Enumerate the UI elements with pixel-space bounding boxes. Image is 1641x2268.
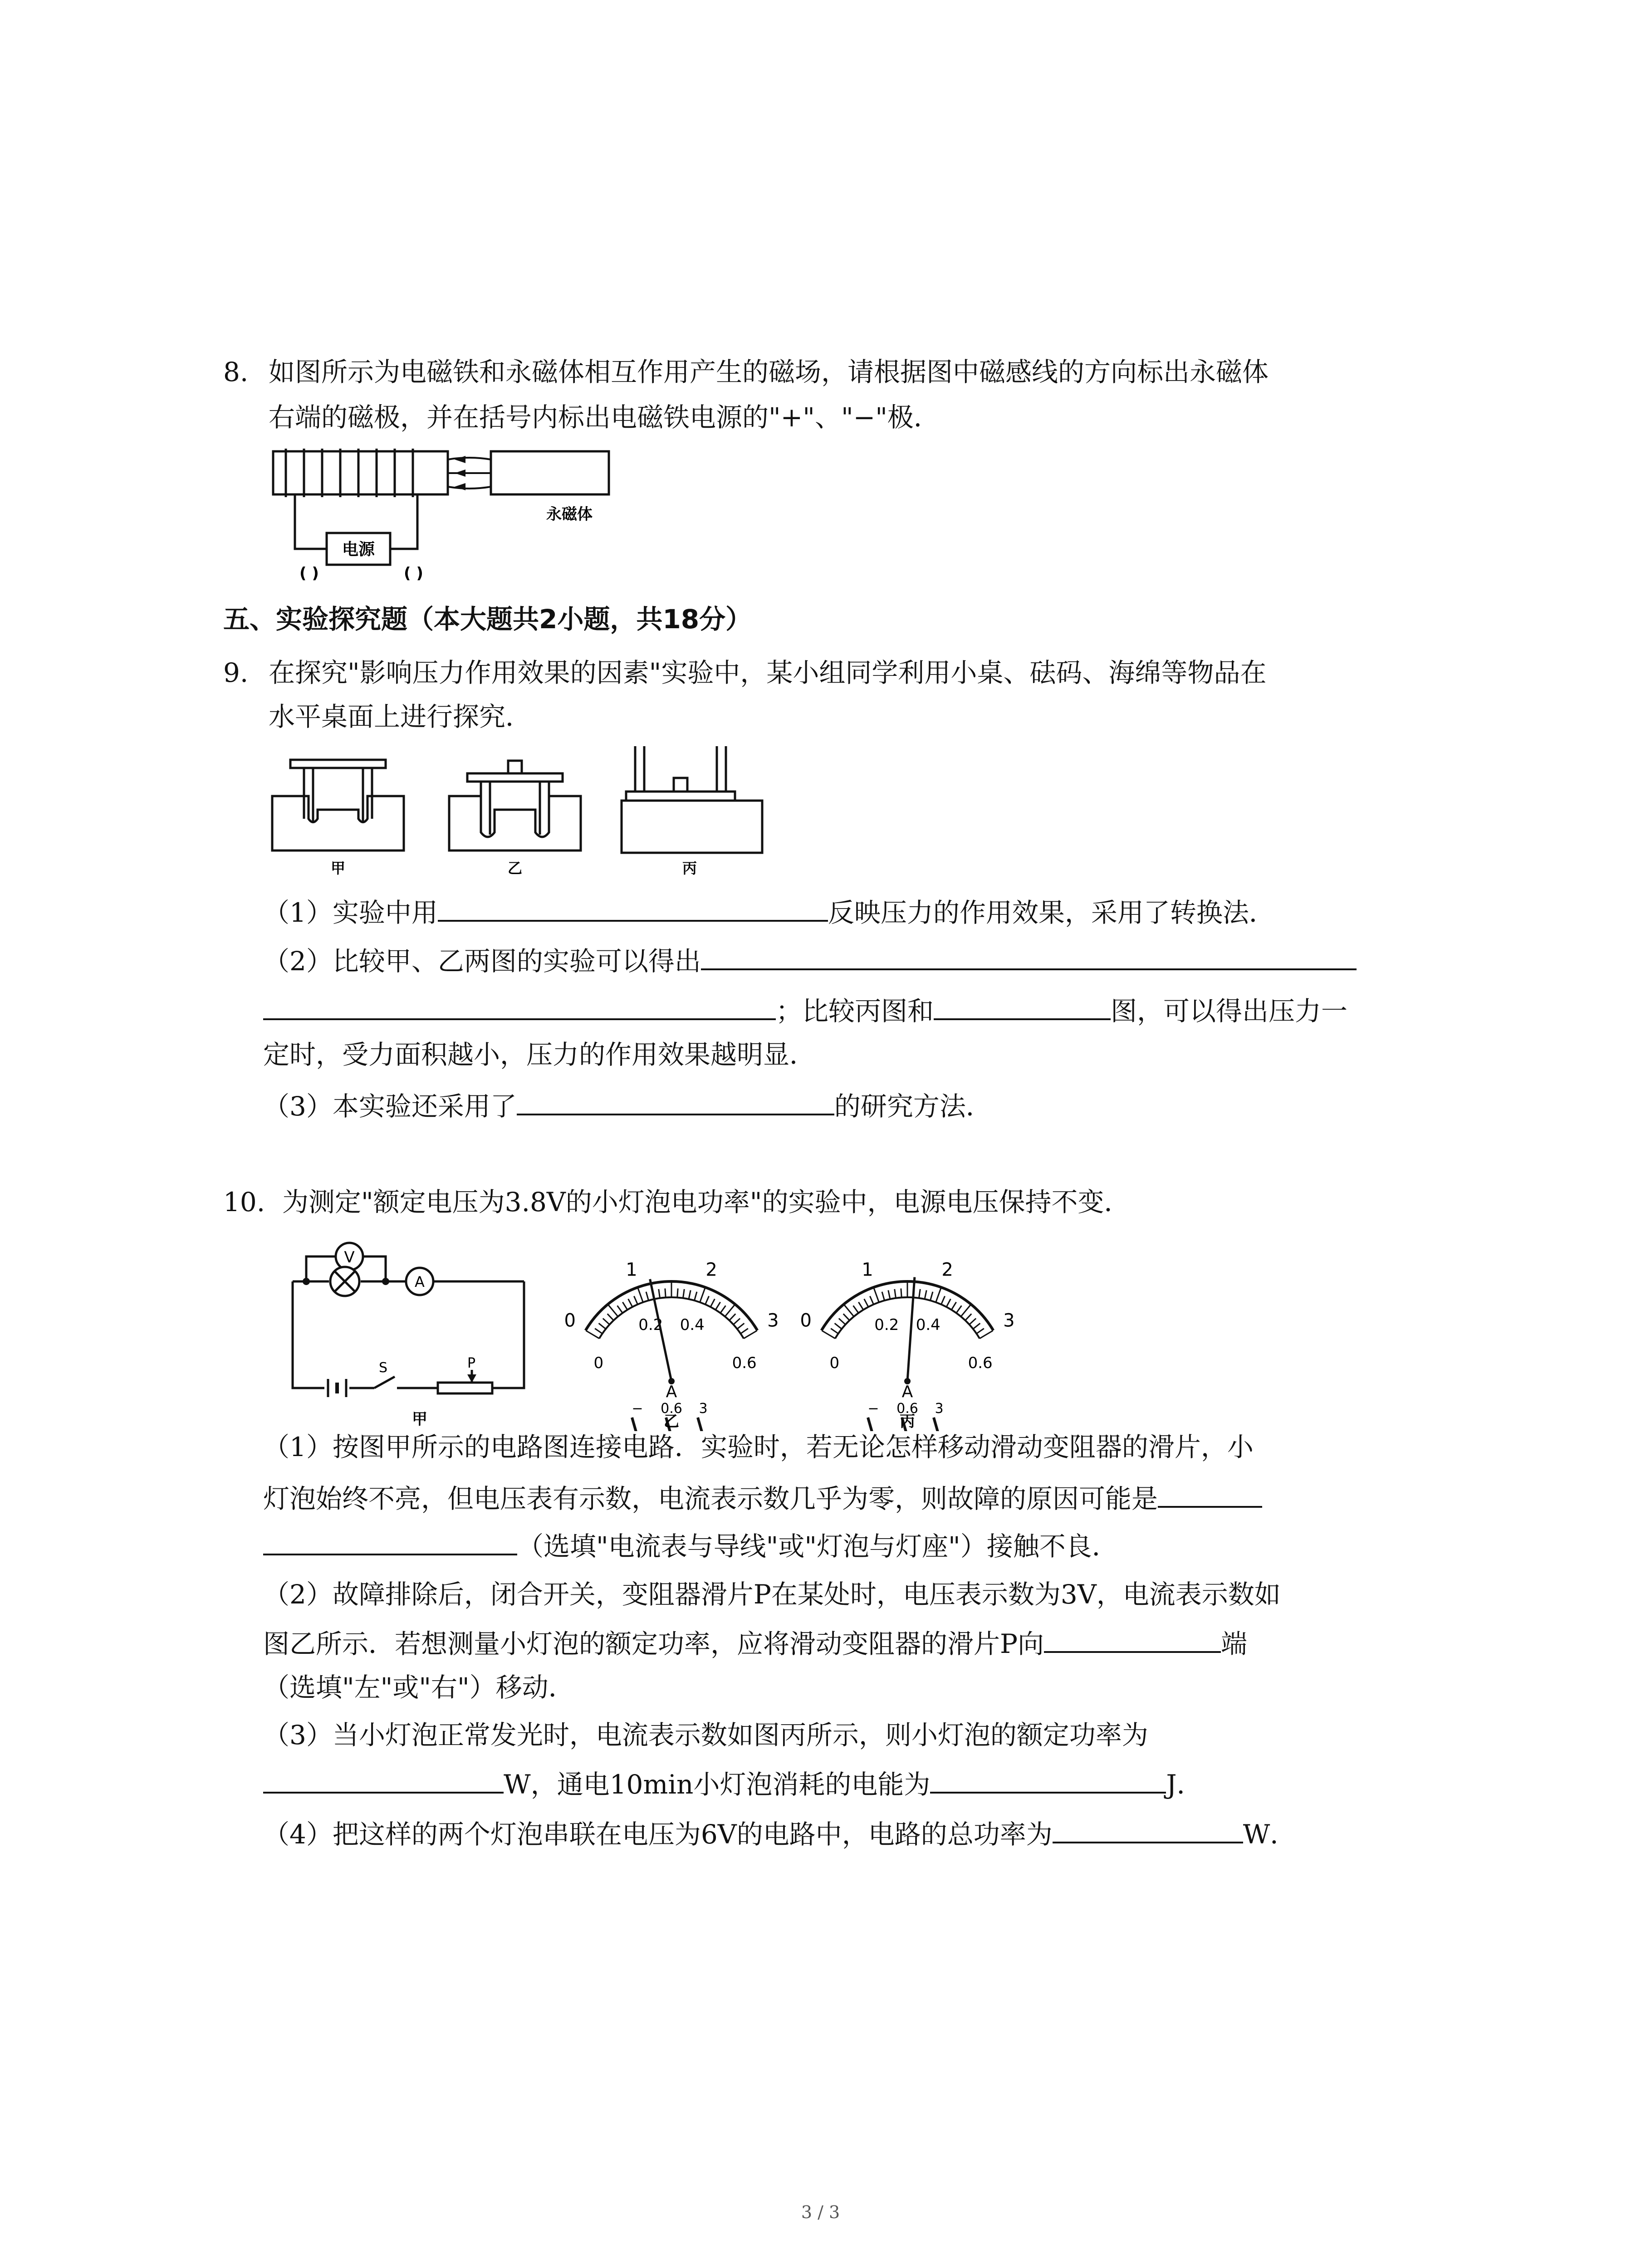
meter-bing-scale-label-3A: 2 bbox=[941, 1259, 953, 1281]
meter-bing-tick bbox=[961, 1305, 971, 1316]
meter-bing-tick bbox=[951, 1302, 956, 1310]
meter-yi-tick bbox=[694, 1292, 696, 1300]
q9-line1: 在探究"影响压力作用效果的因素"实验中，某小组同学利用小桌、砝码、海绵等物品在 bbox=[269, 657, 1267, 688]
meter-yi-tick bbox=[700, 1288, 705, 1302]
meter-yi-tick bbox=[733, 1319, 740, 1325]
meter-yi-terminal-label: − bbox=[632, 1401, 643, 1417]
meter-bing-tick bbox=[980, 1331, 993, 1339]
meter-bing-tick bbox=[973, 1323, 980, 1329]
meter-yi-scale-label-3A: 3 bbox=[767, 1310, 779, 1331]
meter-bing-tick bbox=[969, 1319, 976, 1325]
meter-bing-terminal-label: − bbox=[867, 1401, 879, 1417]
q10-blank-4[interactable] bbox=[1053, 1814, 1243, 1843]
meter-yi-tick bbox=[603, 1319, 610, 1325]
q10-circuit-figure bbox=[284, 1232, 547, 1431]
q10-number: 10. bbox=[223, 1187, 265, 1217]
meter-bing-tick bbox=[831, 1329, 838, 1334]
q9-p2-mid: ；比较丙图和 bbox=[776, 996, 934, 1026]
meter-yi-scale-label-06A: 0.2 bbox=[638, 1315, 663, 1334]
meter-yi-tick bbox=[683, 1289, 684, 1298]
meter-yi-tick bbox=[715, 1302, 720, 1310]
meter-bing-tick bbox=[864, 1299, 868, 1307]
q10-p4-tail: W． bbox=[1243, 1819, 1297, 1850]
q8-number: 8. bbox=[223, 357, 249, 387]
meter-bing-tick bbox=[965, 1314, 971, 1320]
meter-bing-tick bbox=[843, 1314, 850, 1320]
meter-bing-inner-arc bbox=[835, 1297, 980, 1339]
meter-yi-tick bbox=[689, 1290, 691, 1299]
meter-bing-scale-label-06A: 0.4 bbox=[916, 1315, 941, 1334]
q9-blank-4[interactable] bbox=[517, 1086, 834, 1115]
q10-p2-row3: （选填"左"或"右"）移动． bbox=[263, 1672, 575, 1703]
meter-bing-tick bbox=[941, 1296, 945, 1304]
meter-yi-tick bbox=[659, 1289, 660, 1298]
meter-yi-scale-label-3A: 2 bbox=[705, 1259, 717, 1281]
meter-bing-scale-label-06A: 0.2 bbox=[874, 1315, 899, 1334]
meter-yi-tick bbox=[586, 1331, 599, 1339]
meter-yi-tick bbox=[677, 1288, 678, 1297]
power-source-label: 电源 bbox=[342, 540, 375, 559]
q10-blank-3b[interactable] bbox=[930, 1765, 1166, 1794]
q10-blank-2[interactable] bbox=[1044, 1624, 1221, 1653]
q10-p3-row2 bbox=[263, 1765, 1203, 1803]
q10-p3-mid: W，通电10min小灯泡消耗的电能为 bbox=[504, 1769, 931, 1800]
q10-blank-1b[interactable] bbox=[263, 1526, 517, 1555]
q9-p3 bbox=[263, 1086, 992, 1124]
meter-bing-needle bbox=[907, 1277, 915, 1381]
meter-yi-tick bbox=[608, 1305, 618, 1316]
meter-bing-tick bbox=[976, 1329, 984, 1334]
meter-yi-terminal-label: 0.6 bbox=[661, 1401, 682, 1417]
meter-bing-tick bbox=[895, 1289, 896, 1298]
voltmeter-label: V bbox=[344, 1248, 355, 1266]
meter-bing-tick bbox=[835, 1323, 842, 1329]
q10-blank-1a[interactable] bbox=[1158, 1479, 1262, 1508]
meter-bing-tick bbox=[822, 1331, 835, 1339]
q9-blank-1[interactable] bbox=[438, 893, 828, 922]
q9-number: 9. bbox=[223, 657, 249, 688]
q10-p4 bbox=[263, 1814, 1296, 1853]
meter-bing-tick bbox=[839, 1319, 846, 1325]
meter-yi-tick bbox=[725, 1305, 735, 1316]
meter-bing-tick bbox=[936, 1288, 941, 1302]
q9-line2: 水平桌面上进行探究． bbox=[269, 701, 532, 732]
meter-bing-tick bbox=[858, 1302, 863, 1310]
q9-p2-prefix: （2）比较甲、乙两图的实验可以得出 bbox=[263, 946, 701, 977]
q10-p1-text: 灯泡始终不亮，但电压表有示数，电流表示数几乎为零，则故障的原因可能是 bbox=[263, 1483, 1158, 1514]
fig-label-bing: 丙 bbox=[682, 860, 697, 877]
q9-p2-tail: 图，可以得出压力一 bbox=[1111, 996, 1348, 1026]
q9-p3-suffix: 的研究方法． bbox=[834, 1091, 992, 1122]
meter-bing-tick bbox=[919, 1289, 920, 1298]
q9-p2-row2 bbox=[263, 991, 1347, 1029]
meter-yi-scale-label-3A: 1 bbox=[626, 1259, 637, 1281]
meter-bing-fig-label: 丙 bbox=[900, 1413, 915, 1431]
q10-p1-row2 bbox=[263, 1479, 1262, 1517]
q10-line1: 为测定"额定电压为3.8V的小灯泡电功率"的实验中，电源电压保持不变． bbox=[282, 1187, 1131, 1217]
meter-bing-scale-label-3A: 3 bbox=[1003, 1310, 1015, 1331]
fig-label-yi: 乙 bbox=[507, 860, 523, 877]
meter-yi-scale-label-3A: 0 bbox=[564, 1310, 576, 1331]
q10-p3-row1: （3）当小灯泡正常发光时，电流表示数如图丙所示，则小灯泡的额定功率为 bbox=[263, 1720, 1148, 1750]
q10-p2-tail: 端 bbox=[1221, 1628, 1248, 1659]
meter-yi-fig-label: 乙 bbox=[664, 1413, 679, 1431]
switch-label: S bbox=[379, 1360, 388, 1376]
left-bracket: ( ) bbox=[299, 564, 319, 582]
meter-bing-tick bbox=[844, 1305, 854, 1316]
meter-bing-tick bbox=[870, 1296, 873, 1304]
meter-yi-tick bbox=[665, 1288, 666, 1297]
q9-p2-row3: 定时，受力面积越小，压力的作用效果越明显． bbox=[263, 1039, 816, 1070]
q9-p3-prefix: （3）本实验还采用了 bbox=[263, 1091, 517, 1122]
meter-yi-tick bbox=[744, 1331, 757, 1339]
page-number: 3 / 3 bbox=[801, 2202, 840, 2222]
meter-yi-tick bbox=[705, 1296, 709, 1304]
q10-meter-yi bbox=[554, 1232, 789, 1431]
fig-label-jia-circuit: 甲 bbox=[412, 1410, 427, 1428]
q10-p2-row1: （2）故障排除后，闭合开关，变阻器滑片P在某处时，电压表示数为3V，电流表示数如 bbox=[263, 1579, 1281, 1610]
meter-yi-tick bbox=[622, 1302, 627, 1310]
q10-meter-bing bbox=[789, 1232, 1025, 1431]
meter-bing-scale-label-3A: 1 bbox=[862, 1259, 873, 1281]
meter-bing-terminal-label: 0.6 bbox=[896, 1401, 918, 1417]
q10-p2-text: 图乙所示．若想测量小灯泡的额定功率，应将滑动变阻器的滑片P向 bbox=[263, 1628, 1044, 1659]
meter-bing-tick bbox=[888, 1290, 890, 1299]
meter-bing-tick bbox=[874, 1288, 879, 1302]
q10-p2-row2 bbox=[263, 1624, 1247, 1662]
q9-blank-2b[interactable] bbox=[263, 991, 776, 1020]
meter-yi-tick bbox=[710, 1299, 715, 1307]
meter-bing-scale-label-06A: 0 bbox=[829, 1354, 840, 1372]
q10-p1-row3 bbox=[263, 1526, 1118, 1564]
q9-p1-suffix: 反映压力的作用效果，采用了转换法． bbox=[828, 897, 1275, 928]
q10-p4-text: （4）把这样的两个灯泡串联在电压为6V的电路中，电路的总功率为 bbox=[263, 1819, 1053, 1850]
meter-yi-tick bbox=[599, 1323, 606, 1329]
magnet-label: 永磁体 bbox=[546, 505, 593, 523]
meter-bing-tick bbox=[930, 1292, 932, 1300]
meter-yi-tick bbox=[729, 1314, 735, 1320]
meter-bing-scale-label-3A: 0 bbox=[800, 1310, 812, 1331]
q10-p1-row1: （1）按图甲所示的电路图连接电路．实验时，若无论怎样移动滑动变阻器的滑片，小 bbox=[263, 1432, 1254, 1462]
q9-blank-2[interactable] bbox=[701, 941, 1357, 970]
meter-yi-unit: A bbox=[666, 1383, 677, 1401]
meter-yi-tick bbox=[607, 1314, 614, 1320]
slider-label: P bbox=[467, 1355, 476, 1371]
meter-yi-tick bbox=[740, 1329, 748, 1334]
q9-p1-prefix: （1）实验中用 bbox=[263, 897, 438, 928]
meter-bing-tick bbox=[956, 1305, 962, 1313]
q9-figure bbox=[268, 742, 776, 887]
meter-yi-scale-label-06A: 0.6 bbox=[732, 1354, 757, 1372]
meter-bing-unit: A bbox=[901, 1383, 913, 1401]
meter-bing-tick bbox=[882, 1292, 884, 1300]
meter-yi-tick bbox=[737, 1323, 745, 1329]
ammeter-label: A bbox=[415, 1273, 425, 1290]
meter-yi-tick bbox=[617, 1305, 623, 1313]
right-bracket: ( ) bbox=[404, 564, 423, 582]
meter-yi-tick bbox=[628, 1299, 632, 1307]
meter-yi-tick bbox=[634, 1296, 637, 1304]
meter-yi-tick bbox=[595, 1329, 602, 1334]
meter-bing-tick bbox=[853, 1305, 859, 1313]
q8-line2: 右端的磁极，并在括号内标出电磁铁电源的"+"、"−"极． bbox=[269, 402, 940, 433]
meter-bing-tick bbox=[946, 1299, 950, 1307]
q9-p1 bbox=[263, 893, 1275, 931]
meter-yi-tick bbox=[646, 1292, 648, 1300]
meter-yi-scale-label-06A: 0 bbox=[593, 1354, 604, 1372]
meter-yi-scale-label-06A: 0.4 bbox=[680, 1315, 705, 1334]
q9-blank-3[interactable] bbox=[934, 991, 1111, 1020]
meter-yi-tick bbox=[720, 1305, 726, 1313]
meter-yi-inner-arc bbox=[599, 1297, 744, 1339]
q8-line1: 如图所示为电磁铁和永磁体相互作用产生的磁场，请根据图中磁感线的方向标出永磁体 bbox=[269, 357, 1269, 387]
q10-p1-tail: （选填"电流表与导线"或"灯泡与灯座"）接触不良． bbox=[517, 1531, 1118, 1562]
meter-yi-tick bbox=[638, 1288, 643, 1302]
meter-yi-terminal-label: 3 bbox=[699, 1401, 708, 1417]
fig-label-jia: 甲 bbox=[330, 860, 346, 877]
q10-blank-3a[interactable] bbox=[263, 1765, 504, 1794]
meter-bing-scale-label-06A: 0.6 bbox=[968, 1354, 993, 1372]
meter-bing-terminal-label: 3 bbox=[935, 1401, 944, 1417]
q9-p2-row1 bbox=[263, 941, 1357, 979]
q10-p3-tail: J． bbox=[1166, 1769, 1203, 1800]
section-title: 五、实验探究题（本大题共2小题，共18分） bbox=[223, 604, 752, 635]
meter-bing-tick bbox=[925, 1290, 926, 1299]
q8-figure bbox=[268, 442, 676, 583]
